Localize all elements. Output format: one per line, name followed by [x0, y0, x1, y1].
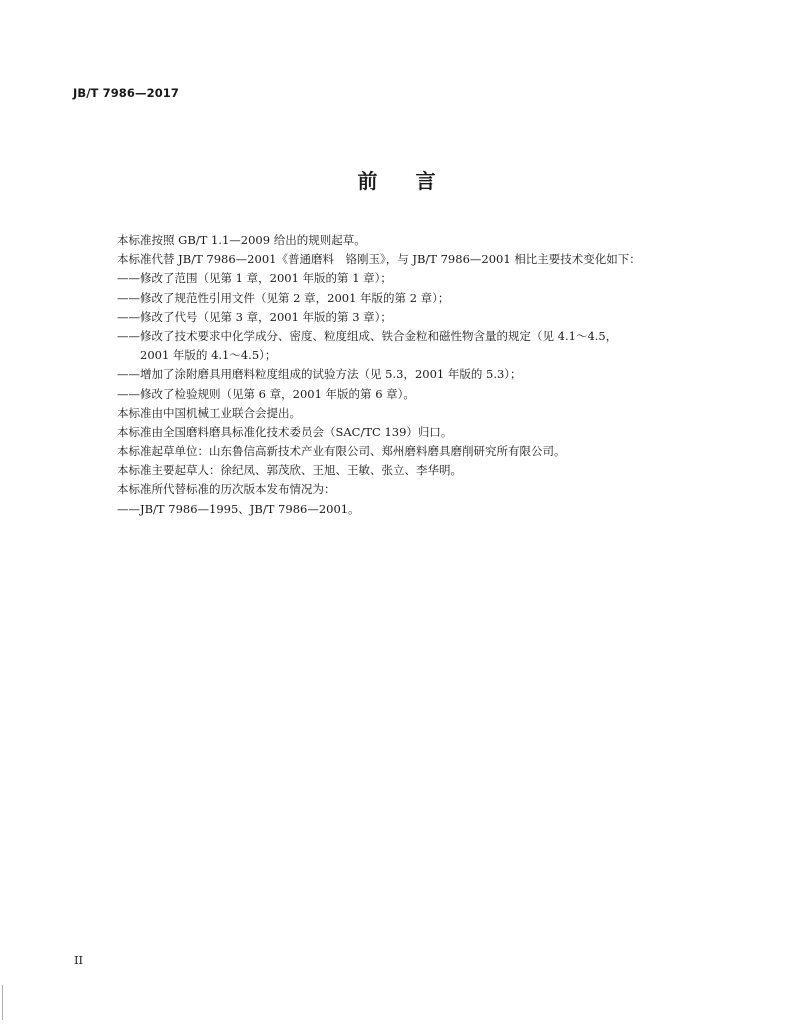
body-line: 本标准代替 JB/T 7986—2001《普通磨料 铬刚玉》，与 JB/T 7986—2001 相比主要技术变化如下：	[117, 252, 641, 267]
body-line: ——修改了范围（见第 1 章，2001 年版的第 1 章）；	[117, 271, 392, 286]
body-line: 本标准由全国磨料磨具标准化技术委员会（SAC/TC 139）归口。	[117, 424, 453, 439]
foreword-body	[117, 231, 672, 519]
page-number: II	[74, 953, 84, 967]
standard-code: JB/T 7986—2017	[73, 86, 180, 100]
page-title	[0, 165, 793, 194]
body-line: 本标准按照 GB/T 1.1—2009 给出的规则起草。	[117, 233, 366, 247]
body-line: 本标准由中国机械工业联合会提出。	[117, 405, 301, 420]
body-line: 本标准主要起草人：徐纪凤、郭茂欣、王旭、王敏、张立、李华明。	[117, 463, 462, 478]
body-line: ——修改了代号（见第 3 章，2001 年版的第 3 章）；	[117, 309, 392, 324]
scan-edge-mark	[2, 985, 3, 1020]
body-line: ——修改了技术要求中化学成分、密度、粒度组成、铁合金粒和磁性物含量的规定（见 4.1～4.5，	[117, 328, 618, 343]
body-line: ——修改了检验规则（见第 6 章，2001 年版的第 6 章）。	[117, 386, 415, 401]
body-line: ——增加了涂附磨具用磨料粒度组成的试验方法（见 5.3，2001 年版的 5.3）；	[117, 367, 522, 382]
title-char-2: 言	[415, 169, 436, 193]
body-line: ——JB/T 7986—1995、JB/T 7986—2001。	[117, 501, 360, 516]
body-line: ——修改了规范性引用文件（见第 2 章，2001 年版的第 2 章）；	[117, 290, 450, 305]
body-line: 本标准所代替标准的历次版本发布情况为：	[117, 482, 336, 497]
title-char-1: 前	[357, 169, 378, 193]
body-line-continuation: 2001 年版的 4.1～4.5）；	[140, 348, 277, 363]
body-line: 本标准起草单位：山东鲁信高新技术产业有限公司、郑州磨料磨具磨削研究所有限公司。	[117, 444, 566, 459]
